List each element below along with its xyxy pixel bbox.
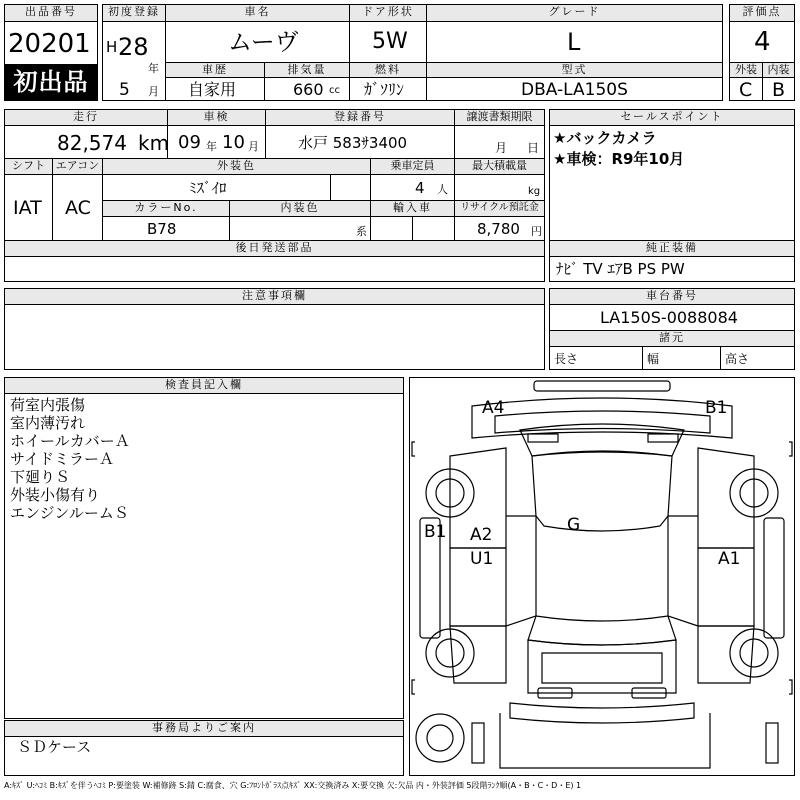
shift: IAT [13, 197, 42, 219]
right-rear-bracket [789, 680, 792, 694]
model-box [426, 77, 723, 101]
transfer-doc-label: 譲渡書類期限 [454, 109, 545, 126]
exterior-color-extra-box [330, 174, 371, 201]
recycle-unit: 円 [531, 225, 542, 238]
exterior-grade-box [729, 77, 763, 101]
spare-wheel-shape [416, 714, 464, 762]
car-name: ムーヴ [228, 28, 299, 56]
capacity: 4 [415, 179, 425, 197]
transfer-day-unit: 日 [527, 141, 540, 155]
history: 自家用 [188, 80, 237, 99]
model: DBA-LA150S [521, 80, 628, 100]
damage-mark-a4: A4 [482, 398, 505, 418]
first-listing-badge: 初出品 [4, 64, 98, 101]
door-type-box [349, 21, 427, 63]
inspector-note-line: 下廻りＳ [10, 468, 71, 486]
displacement-unit: cc [329, 85, 340, 96]
damage-mark-g: G [567, 515, 581, 535]
recycle-label: リサイクル預託金 [454, 200, 545, 217]
import-label: 輸入車 [370, 200, 455, 217]
office-notice-text: ＳＤケース [17, 738, 92, 756]
inspection-month: 10 [222, 132, 245, 153]
door-type-label: ドア形状 [349, 4, 427, 22]
transfer-doc-box [454, 125, 545, 159]
plate-label: 登録番号 [265, 109, 455, 126]
genuine-equipment-box [549, 256, 795, 282]
mileage-unit: km [138, 131, 170, 155]
height-box [720, 346, 795, 370]
history-label: 車歴 [165, 62, 265, 78]
left-rear-bracket [412, 680, 415, 694]
chassis-box [549, 304, 795, 331]
width-box [642, 346, 721, 370]
history-box [165, 77, 265, 101]
right-rear-door-shape [698, 626, 754, 683]
inspection-label: 車検 [167, 109, 266, 126]
roof-shape [532, 451, 672, 531]
first-registration-label: 初度登録 [102, 4, 166, 22]
fuel-label: 燃料 [349, 62, 427, 78]
rear-window-shape [528, 616, 676, 645]
ac-box [52, 174, 103, 241]
car-name-box [165, 21, 350, 63]
inspection-box [167, 125, 266, 159]
color-no: B78 [147, 220, 177, 238]
model-label: 型式 [426, 62, 723, 78]
interior-grade-label: 内装 [762, 62, 795, 78]
inspection-year: 09 [178, 132, 201, 153]
door-type: 5W [372, 29, 408, 54]
mileage: 82,574 [57, 131, 127, 155]
interior-color-label: 内装色 [229, 200, 371, 217]
left-rear-door-shape [450, 626, 506, 683]
inspector-note-line: 外装小傷有り [10, 486, 101, 504]
shift-label: シフト [4, 158, 53, 175]
capacity-box [370, 174, 455, 201]
hatch-shape [528, 640, 676, 693]
office-notice-box [4, 736, 404, 776]
chassis-label: 車台番号 [549, 288, 795, 305]
damage-mark-b1-top: B1 [705, 398, 728, 418]
selling-points-box [549, 125, 795, 241]
shift-box [4, 174, 53, 241]
capacity-label: 乗車定員 [370, 158, 455, 175]
damage-mark-b1-left: B1 [424, 522, 447, 542]
hatch-inner-shape [542, 653, 662, 683]
mileage-box [4, 125, 168, 159]
notes-box [4, 304, 545, 370]
transfer-month-unit: 月 [495, 141, 508, 155]
right-door-window-shape [668, 516, 698, 626]
interior-color-unit: 系 [356, 225, 367, 238]
mileage-label: 走行 [4, 109, 168, 126]
rear-left-wheel-shape [426, 629, 474, 677]
lot-number: 20201 [8, 29, 91, 59]
height-label: 高さ [725, 352, 750, 366]
exterior-color: ﾐｽﾞｲﾛ [189, 179, 227, 197]
damage-mark-u1: U1 [470, 549, 494, 569]
office-notice-label: 事務局よりご案内 [4, 720, 404, 737]
rear-right-wheel-inner [740, 639, 768, 667]
max-load-box [454, 174, 545, 201]
plate-box [265, 125, 455, 159]
color-no-label: カラーNo. [102, 200, 230, 217]
first-registration-box [102, 21, 166, 101]
genuine-equipment-label: 純正装備 [549, 240, 795, 257]
underbody-detail [766, 723, 778, 763]
exterior-color-box [102, 174, 331, 201]
exterior-color-label: 外装色 [102, 158, 371, 175]
registration-month: 5 [119, 80, 130, 100]
spare-wheel-inner [427, 725, 453, 751]
length-label: 長さ [554, 352, 579, 366]
later-parts-label: 後日発送部品 [4, 240, 545, 257]
inspector-notes-box [4, 393, 404, 719]
selling-point-item: ★車検：R9年10月 [553, 150, 685, 168]
import-box-right [412, 216, 455, 241]
damage-mark-a1: A1 [718, 549, 741, 569]
month-unit: 月 [148, 85, 159, 98]
right-mirror-bracket [789, 442, 792, 456]
grade-label: グレード [426, 4, 723, 22]
length-box [549, 346, 643, 370]
car-diagram [409, 377, 795, 776]
front-bumper-shape [534, 381, 670, 391]
recycle-box [454, 216, 545, 241]
ac-label: エアコン [52, 158, 103, 175]
inspection-year-unit: 年 [206, 140, 217, 153]
inspector-notes-label: 検査員記入欄 [4, 377, 404, 394]
displacement-label: 排気量 [264, 62, 350, 78]
car-diagram-svg [410, 378, 794, 775]
genuine-equipment: ﾅﾋﾞ TV ｴｱB PS PW [556, 260, 685, 278]
fuel: ｶﾞｿﾘﾝ [364, 80, 405, 99]
left-mirror-bracket [412, 442, 415, 456]
color-no-box [102, 216, 230, 241]
plate-number: 水戸 583ｻ3400 [298, 134, 408, 152]
registration-year: 28 [118, 33, 149, 61]
max-load-label: 最大積載量 [454, 158, 545, 175]
lot-number-label: 出品番号 [4, 4, 98, 22]
year-unit: 年 [148, 62, 159, 75]
later-parts-box [4, 256, 545, 282]
inspector-note-line: 荷室内張傷 [10, 396, 86, 414]
max-load-unit: kg [528, 186, 541, 197]
specs-label: 諸元 [549, 330, 795, 347]
lot-number-box [4, 21, 98, 65]
windshield-detail [648, 434, 678, 442]
chassis-number: LA150S-0088084 [600, 308, 738, 327]
rear-left-wheel-inner [436, 639, 464, 667]
fuel-box [349, 77, 427, 101]
selling-point-item: ★バックカメラ [553, 129, 657, 147]
inspector-note-line: エンジンルームＳ [10, 504, 129, 522]
left-door-window-shape [506, 516, 536, 626]
windshield-detail [528, 434, 558, 442]
grade: L [567, 28, 581, 56]
capacity-unit: 人 [437, 183, 448, 196]
ac: AC [65, 197, 91, 219]
interior-grade-box [762, 77, 795, 101]
score-box [729, 21, 795, 63]
displacement: 660 [293, 80, 324, 99]
car-name-label: 車名 [165, 4, 350, 22]
underbody-shape [500, 713, 710, 768]
displacement-box [264, 77, 350, 101]
width-label: 幅 [647, 352, 660, 366]
exterior-grade-label: 外装 [729, 62, 763, 78]
interior-grade: B [772, 79, 786, 101]
interior-color-box [229, 216, 371, 241]
inspector-note-line: 室内薄汚れ [10, 414, 86, 432]
import-box-left [370, 216, 413, 241]
right-front-fender-shape [698, 448, 754, 548]
score-label: 評価点 [729, 4, 795, 22]
era: H [106, 38, 118, 56]
damage-mark-a2: A2 [470, 525, 493, 545]
selling-points-label: セールスポイント [549, 109, 795, 126]
right-rocker-shape [764, 518, 784, 638]
grade-box [426, 21, 723, 63]
exterior-grade: C [739, 79, 753, 101]
inspection-month-unit: 月 [248, 140, 259, 153]
score: 4 [754, 27, 771, 57]
inspector-note-line: サイドミラーＡ [10, 450, 114, 468]
rear-right-wheel-shape [730, 629, 778, 677]
recycle-fee: 8,780 [477, 220, 520, 238]
notes-label: 注意事項欄 [4, 288, 545, 305]
underbody-detail [472, 723, 484, 763]
legend-text: A:ｷｽﾞ U:ﾍｺﾐ B:ｷｽﾞを伴うﾍｺﾐ P:要塗装 W:補修跡 S:錆 C:腐食、穴 G:ﾌﾛﾝﾄｶﾞﾗｽ点ｷｽﾞ XX:交換済み X:要交換 欠:欠品 内・外装評価 5段階ﾗﾝｸ順(A・B・C・D・E) 1 [4, 781, 582, 790]
inspector-note-line: ホイールカバーＡ [10, 432, 130, 450]
rear-bumper-shape [510, 703, 694, 723]
